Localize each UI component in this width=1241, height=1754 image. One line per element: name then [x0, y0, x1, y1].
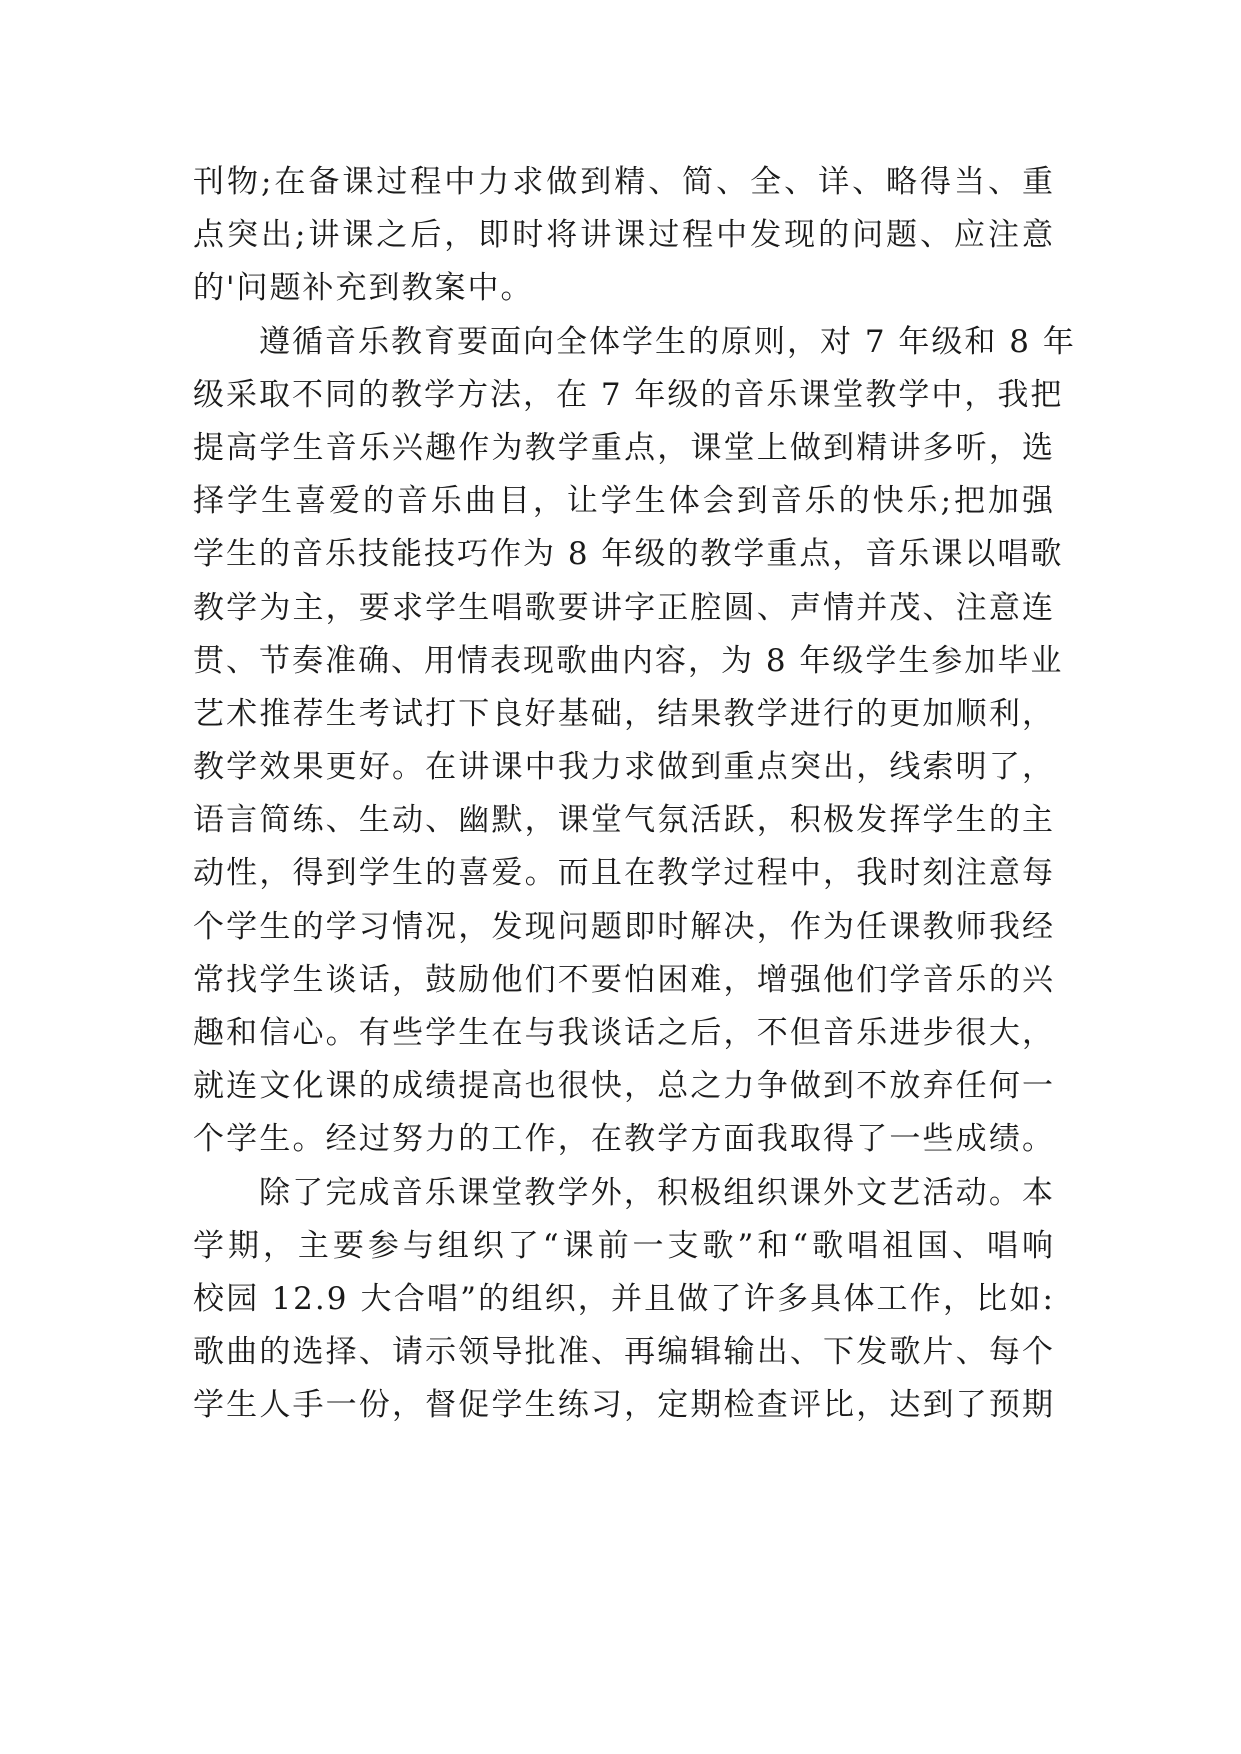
text-line: 级采取不同的教学方法，在 7 年级的音乐课堂教学中，我把: [193, 376, 1064, 413]
document-body: [193, 156, 1076, 1433]
text-line: 学期，主要参与组织了“课前一支歌”和“歌唱祖国、唱响: [193, 1227, 1055, 1264]
text-line: 就连文化课的成绩提高也很快，总之力争做到不放弃任何一: [193, 1068, 1055, 1105]
text-line: 趣和信心。有些学生在与我谈话之后，不但音乐进步很大，: [193, 1015, 1055, 1051]
text-line: 个学生的学习情况，发现问题即时解决，作为任课教师我经: [193, 908, 1055, 945]
text-line: 动性，得到学生的喜爱。而且在教学过程中，我时刻注意每: [193, 855, 1055, 892]
text-line: 刊物;在备课过程中力求做到精、简、全、详、略得当、重: [193, 164, 1055, 200]
text-line: 个学生。经过努力的工作，在教学方面我取得了一些成绩。: [193, 1121, 1055, 1158]
text-line: 除了完成音乐课堂教学外，积极组织课外文艺活动。本: [259, 1174, 1055, 1211]
text-line: 歌曲的选择、请示领导批准、再编辑输出、下发歌片、每个: [193, 1334, 1055, 1371]
paragraph-3: [193, 1167, 1055, 1433]
text-line: 常找学生谈话，鼓励他们不要怕困难，增强他们学音乐的兴: [193, 961, 1055, 998]
text-line: 遵循音乐教育要面向全体学生的原则，对 7 年级和 8 年: [259, 323, 1076, 360]
text-line: 的'问题补充到教案中。: [193, 270, 534, 307]
paragraph-2: [193, 316, 1076, 1167]
text-line: 教学效果更好。在讲课中我力求做到重点突出，线索明了，: [193, 749, 1055, 786]
text-line: 学生的音乐技能技巧作为 8 年级的教学重点，音乐课以唱歌: [193, 536, 1064, 573]
text-line: 贯、节奏准确、用情表现歌曲内容，为 8 年级学生参加毕业: [193, 642, 1064, 679]
text-line: 择学生喜爱的音乐曲目，让学生体会到音乐的快乐;把加强: [193, 483, 1055, 520]
text-line: 语言简练、生动、幽默，课堂气氛活跃，积极发挥学生的主: [193, 802, 1055, 839]
text-line: 点突出;讲课之后，即时将讲课过程中发现的问题、应注意: [193, 217, 1055, 254]
paragraph-1: [193, 156, 1055, 316]
text-line: 校园 12.9 大合唱”的组织，并且做了许多具体工作，比如:: [193, 1280, 1055, 1317]
text-line: 提高学生音乐兴趣作为教学重点，课堂上做到精讲多听，选: [193, 429, 1055, 466]
text-line: 教学为主，要求学生唱歌要讲字正腔圆、声情并茂、注意连: [193, 589, 1055, 626]
text-line: 学生人手一份，督促学生练习，定期检查评比，达到了预期: [193, 1387, 1055, 1424]
text-line: 艺术推荐生考试打下良好基础，结果教学进行的更加顺利，: [193, 695, 1055, 732]
